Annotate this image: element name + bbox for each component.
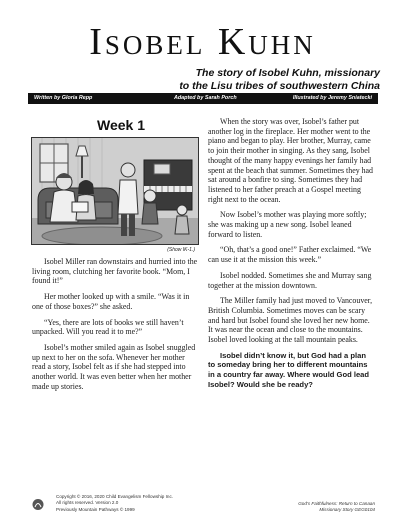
publisher-logo-icon [32,498,44,511]
footer-copyright [56,494,226,513]
subtitle-line-2: to the Lisu tribes of southwestern China [179,79,380,92]
story-left-column [32,257,199,397]
story-right-column [208,117,375,395]
story-paragraph: Now Isobel’s mother was playing more softly; she was making up a new song. Isobel leaned forward to listen. [208,210,367,239]
story-paragraph: The Miller family had just moved to Vancouver, British Columbia. Sometimes moves can be scary and hard but Isobel found she loved her new home. It was near the ocean and close to the mountains. Isobel loved looking at the tall mountain peaks. [208,296,373,345]
story-illustration [31,137,199,245]
story-paragraph: Isobel’s mother smiled again as Isobel snuggled up next to her on the sofa. Whenever her mother read a story, Isobel felt as if she had stepped into another world. It was even better when her mother made up stories. [32,342,196,391]
family-living-room-illustration [32,138,199,245]
page-subtitle [80,67,380,92]
copyright-line: Copyright © 2016, 2020 Child Evangelism Fellowship Inc. [56,494,174,499]
story-paragraph: “Oh, that’s a good one!” Father exclaimed. “We can use it at the mission this week.” [208,245,372,265]
story-paragraph: Her mother looked up with a smile. “Was it in one of those boxes?” she asked. [32,292,190,311]
series-title: God’s Faithfulness: Return to Canaan [298,501,375,506]
week-heading: Week 1 [97,117,145,133]
page-title: Isobel Kuhn [89,21,316,63]
story-paragraph: “Yes, there are lots of books we still haven’t unpacked. Will you read it to me?” [32,317,184,337]
footer-series-info [228,501,375,514]
previous-title-line: Previously Mountain Pathways © 1999 [56,506,135,512]
rights-line: All rights reserved. Version 2.0 [56,500,119,506]
credits-bar [28,93,378,104]
credit-illustrator: Illustrated by Jeremy Sniatecki [292,95,372,101]
closing-question: Isobel didn’t know it, but God had a plan to someday bring her to different mountains in a country far away. Where would God lead Isobel? Would she be ready? [208,350,370,389]
story-paragraph: Isobel nodded. Sometimes she and Murray sang together at the mission downtown. [208,270,372,290]
story-paragraph: Isobel Miller ran downstairs and hurried into the living room, clutching her favorite book. “Mom, I found it!” [32,257,198,286]
credit-writer: Written by Gloria Repp [34,95,93,101]
illustration-caption: (Show IK-1.) [167,247,195,253]
credit-adapter: Adapted by Sarah Porch [174,95,237,101]
subtitle-line-1: The story of Isobel Kuhn, missionary [195,67,380,79]
story-code: Missionary Story GEG0104 [319,507,375,513]
story-paragraph: When the story was over, Isobel’s father put another log in the fireplace. Her mother went to the piano and began to play. Her brother, Murray, came to join their mother in singing. As they sang, Isobel thought of the many happy evenings her family had spent at the beach that summer. Sometimes they had sat around a bonfire to sing. Sometimes they had listened to her father preach at a Gospel meeting right next to the ocean. [208,117,374,204]
